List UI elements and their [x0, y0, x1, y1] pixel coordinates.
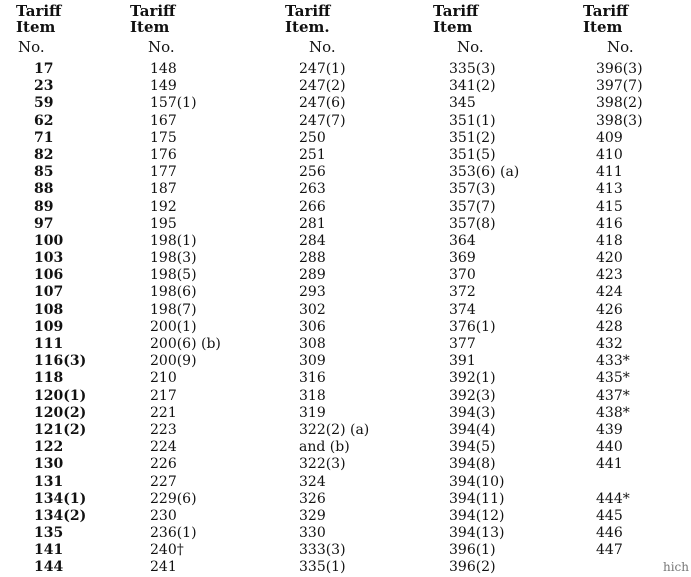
tariff-item-number: 122 — [34, 439, 64, 456]
tariff-item-number: 357(8) — [449, 215, 496, 232]
tariff-item-number: 120(2) — [34, 404, 87, 421]
column-header — [16, 3, 86, 55]
tariff-item-number: 357(7) — [449, 198, 496, 215]
tariff-item-number: 263 — [299, 181, 326, 198]
tariff-item-number: 444* — [596, 490, 630, 507]
tariff-item-number: 251 — [299, 146, 326, 163]
tariff-item-number: 440 — [596, 439, 623, 456]
tariff-item-number: 432 — [596, 336, 623, 352]
tariff-item-number: 187 — [150, 181, 177, 198]
tariff-item-number: 131 — [34, 473, 64, 490]
tariff-item-number: 118 — [34, 370, 64, 387]
tariff-item-number: 256 — [299, 164, 326, 181]
tariff-item-number: 398(2) — [596, 95, 643, 112]
tariff-item-number: 416 — [596, 215, 623, 232]
tariff-item-number: 82 — [34, 146, 54, 163]
tariff-item-number: 306 — [299, 318, 326, 335]
tariff-item-number: 397(7) — [596, 78, 643, 95]
header-item: Item. — [285, 18, 330, 36]
column-rows — [583, 61, 643, 577]
header-no: No. — [148, 38, 175, 56]
header-no: No. — [457, 38, 484, 56]
tariff-item-number: 100 — [34, 232, 64, 249]
tariff-item-number: 293 — [299, 284, 326, 301]
tariff-item-number: 322(2) (a) — [299, 421, 370, 438]
tariff-item-number: 420 — [596, 250, 623, 267]
tariff-item-number: 318 — [299, 387, 326, 404]
tariff-item-number: 144 — [34, 559, 64, 576]
tariff-column-2 — [130, 3, 221, 577]
tariff-item-number: 392(3) — [449, 387, 496, 404]
tariff-item-number: 227 — [150, 473, 177, 490]
tariff-item-number: 418 — [596, 232, 623, 249]
tariff-item-number: 394(13) — [449, 525, 505, 542]
tariff-item-number: 370 — [449, 267, 476, 284]
tariff-item-number: 357(3) — [449, 181, 496, 198]
tariff-item-number: 120(1) — [34, 387, 87, 404]
tariff-item-number: 198(3) — [150, 250, 197, 267]
tariff-item-number: 324 — [299, 473, 326, 490]
tariff-item-number: 111 — [34, 336, 64, 352]
header-item: Item — [16, 18, 56, 36]
tariff-item-number: 116(3) — [34, 353, 87, 370]
tariff-item-number: 226 — [150, 456, 177, 473]
tariff-item-number: 89 — [34, 198, 54, 215]
tariff-item-number: 266 — [299, 198, 326, 215]
column-header — [130, 3, 221, 55]
tariff-item-number: 376(1) — [449, 318, 496, 335]
tariff-item-number: 284 — [299, 232, 326, 249]
tariff-item-number: 341(2) — [449, 78, 496, 95]
tariff-item-number: 62 — [34, 112, 54, 129]
tariff-item-number: 445 — [596, 507, 623, 524]
tariff-item-number: 107 — [34, 284, 64, 301]
tariff-item-number: 176 — [150, 146, 177, 163]
tariff-item-number: 374 — [449, 301, 476, 318]
tariff-item-number: 195 — [150, 215, 177, 232]
tariff-item-number: 351(1) — [449, 112, 496, 129]
tariff-item-number: 59 — [34, 95, 54, 112]
tariff-item-number: 247(7) — [299, 112, 346, 129]
tariff-item-number: 435* — [596, 370, 630, 387]
tariff-column-3 — [285, 3, 369, 577]
tariff-item-number: 309 — [299, 353, 326, 370]
tariff-item-number: 428 — [596, 318, 623, 335]
header-tariff: Tariff — [130, 2, 176, 20]
tariff-item-number: 377 — [449, 336, 476, 352]
tariff-item-number: 134(1) — [34, 490, 87, 507]
tariff-item-number: 319 — [299, 404, 326, 421]
header-no: No. — [607, 38, 634, 56]
tariff-item-number: 353(6) (a) — [449, 164, 520, 181]
tariff-item-number: 97 — [34, 215, 54, 232]
header-no: No. — [18, 38, 45, 56]
tariff-item-number: 437* — [596, 387, 630, 404]
header-item: Item — [583, 18, 623, 36]
tariff-item-number: 121(2) — [34, 421, 87, 438]
tariff-item-number: 333(3) — [299, 542, 346, 559]
tariff-item-number: 88 — [34, 181, 54, 198]
tariff-item-number: 229(6) — [150, 490, 197, 507]
tariff-item-number: 394(5) — [449, 439, 496, 456]
tariff-item-number: 236(1) — [150, 525, 197, 542]
tariff-item-number: 85 — [34, 164, 54, 181]
tariff-item-number: 369 — [449, 250, 476, 267]
tariff-item-number: 109 — [34, 318, 64, 335]
tariff-item-number: 396(3) — [596, 61, 643, 77]
tariff-item-number: 302 — [299, 301, 326, 318]
tariff-item-number: 308 — [299, 336, 326, 352]
tariff-item-number: and (b) — [299, 439, 350, 456]
tariff-item-number: 351(5) — [449, 146, 496, 163]
tariff-item-number: 23 — [34, 78, 54, 95]
tariff-item-number: 177 — [150, 164, 177, 181]
tariff-item-number: 396(2) — [449, 559, 496, 576]
column-header — [583, 3, 643, 55]
tariff-item-number: 351(2) — [449, 129, 496, 146]
tariff-item-number: 415 — [596, 198, 623, 215]
header-tariff: Tariff — [285, 2, 331, 20]
tariff-column-5 — [583, 3, 643, 577]
tariff-item-number: 241 — [150, 559, 177, 576]
tariff-item-number: 289 — [299, 267, 326, 284]
tariff-item-number: 198(6) — [150, 284, 197, 301]
tariff-item-number: 394(8) — [449, 456, 496, 473]
tariff-item-number: 103 — [34, 250, 64, 267]
tariff-item-number: 167 — [150, 112, 177, 129]
tariff-item-number: 438* — [596, 404, 630, 421]
tariff-item-number: 247(1) — [299, 61, 346, 77]
tariff-item-number: 224 — [150, 439, 177, 456]
tariff-item-number: 413 — [596, 181, 623, 198]
tariff-item-number: 148 — [150, 61, 177, 77]
header-tariff: Tariff — [583, 2, 629, 20]
tariff-item-number: 134(2) — [34, 507, 87, 524]
header-tariff: Tariff — [433, 2, 479, 20]
tariff-item-number — [583, 474, 643, 491]
tariff-item-number: 372 — [449, 284, 476, 301]
tariff-item-number: 335(3) — [449, 61, 496, 77]
tariff-item-number: 210 — [150, 370, 177, 387]
tariff-item-number: 198(7) — [150, 301, 197, 318]
tariff-item-number: 198(5) — [150, 267, 197, 284]
tariff-item-number: 446 — [596, 525, 623, 542]
column-header — [285, 3, 369, 55]
tariff-column-1 — [16, 3, 86, 577]
tariff-item-number: 411 — [596, 164, 623, 181]
tariff-item-number: 441 — [596, 456, 623, 473]
column-rows — [433, 61, 519, 577]
tariff-item-number: 250 — [299, 129, 326, 146]
header-tariff: Tariff — [16, 2, 62, 20]
page-edge-text: hich — [662, 560, 689, 574]
tariff-item-number: 221 — [150, 404, 177, 421]
tariff-item-number: 230 — [150, 507, 177, 524]
tariff-item-number: 198(1) — [150, 232, 197, 249]
tariff-item-number: 149 — [150, 78, 177, 95]
tariff-item-number: 330 — [299, 525, 326, 542]
tariff-item-number: 396(1) — [449, 542, 496, 559]
tariff-item-number: 106 — [34, 267, 64, 284]
tariff-item-number: 394(12) — [449, 507, 505, 524]
tariff-item-number: 439 — [596, 421, 623, 438]
column-rows — [16, 61, 86, 577]
tariff-item-number: 141 — [34, 542, 64, 559]
tariff-item-number: 247(6) — [299, 95, 346, 112]
tariff-item-number: 192 — [150, 198, 177, 215]
column-rows — [285, 61, 369, 577]
tariff-item-number: 426 — [596, 301, 623, 318]
header-item: Item — [433, 18, 473, 36]
tariff-item-number: 247(2) — [299, 78, 346, 95]
tariff-item-number: 398(3) — [596, 112, 643, 129]
tariff-item-number: 200(9) — [150, 353, 197, 370]
tariff-item-number: 394(11) — [449, 490, 505, 507]
tariff-item-number: 392(1) — [449, 370, 496, 387]
tariff-item-number: 288 — [299, 250, 326, 267]
tariff-item-number: 410 — [596, 146, 623, 163]
tariff-item-number: 409 — [596, 129, 623, 146]
tariff-item-number: 157(1) — [150, 95, 197, 112]
tariff-item-number: 108 — [34, 301, 64, 318]
tariff-item-number — [583, 559, 643, 576]
tariff-item-number: 200(6) (b) — [150, 336, 221, 352]
tariff-item-number: 200(1) — [150, 318, 197, 335]
tariff-item-number: 175 — [150, 129, 177, 146]
tariff-item-number: 217 — [150, 387, 177, 404]
tariff-item-number: 130 — [34, 456, 64, 473]
header-item: Item — [130, 18, 170, 36]
header-no: No. — [309, 38, 336, 56]
column-header — [433, 3, 519, 55]
tariff-item-number: 433* — [596, 353, 630, 370]
tariff-item-number: 135 — [34, 525, 64, 542]
tariff-item-number: 394(3) — [449, 404, 496, 421]
tariff-item-number: 326 — [299, 490, 326, 507]
tariff-column-4 — [433, 3, 519, 577]
tariff-item-number: 329 — [299, 507, 326, 524]
tariff-item-number: 316 — [299, 370, 326, 387]
tariff-item-number: 17 — [34, 61, 54, 77]
tariff-item-number: 322(3) — [299, 456, 346, 473]
tariff-item-number: 394(4) — [449, 421, 496, 438]
tariff-item-number: 423 — [596, 267, 623, 284]
tariff-item-number: 447 — [596, 542, 623, 559]
column-rows — [130, 61, 221, 577]
tariff-item-number: 223 — [150, 421, 177, 438]
tariff-item-number: 281 — [299, 215, 326, 232]
tariff-item-number: 335(1) — [299, 559, 346, 576]
tariff-item-number: 71 — [34, 129, 54, 146]
tariff-item-number: 364 — [449, 232, 476, 249]
tariff-item-number: 240† — [150, 542, 184, 559]
tariff-item-number: 394(10) — [449, 473, 505, 490]
tariff-item-number: 391 — [449, 353, 476, 370]
tariff-item-number: 345 — [449, 95, 476, 112]
tariff-item-number: 424 — [596, 284, 623, 301]
